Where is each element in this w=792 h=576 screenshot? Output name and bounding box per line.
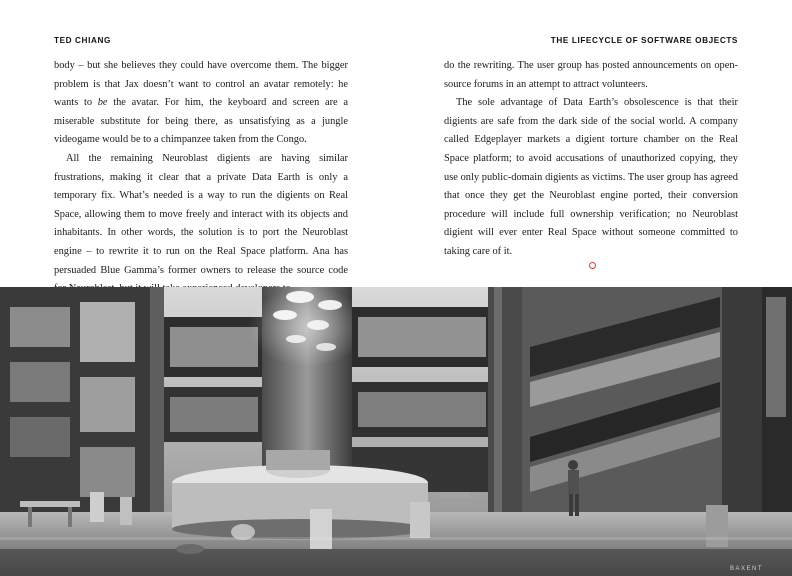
right-text-column bbox=[444, 57, 738, 262]
right-paragraph-2: The sole advantage of Data Earth’s obsolescence is that their digients are safe from the dark side of the social world. A company called Edgeplayer markets a digient torture chamber on the Real Space platform; to avoid accusations of unauthorized copying, they use only public-domain digients as victims. The user group has agreed that once they get the Neuroblast engine ported, their conversion procedure will include full ownership verification; no Neuroblast digient will ever enter Real Space without someone committed to taking care of it. bbox=[444, 97, 738, 257]
interior-illustration bbox=[0, 287, 792, 576]
left-paragraph-2: All the remaining Neuroblast digients are having similar frustrations, making it clear that a private Data Earth is only a temporary fix. What’s needed is a way to run the digients on Real Space, allowing them to move freely and interact with its objects and inhabitants. In other words, the solution is to port the Neuroblast engine – to rewrite it to run on the Real Space platform. Ana has persuaded Blue Gamma’s former owners to release the source code bbox=[54, 152, 348, 276]
running-head-author: TED CHIANG bbox=[54, 36, 111, 45]
left-paragraph-1-text-b: the avatar. For him, the keyboard and screen are a miserable substitute for being there, as unsatisfying as a jungle videogame would be to a chimpanzee taken from the Congo. bbox=[54, 97, 348, 146]
right-paragraph-1: do the rewriting. The user group has posted announcements on open-source forums in an attempt to attract volunteers. bbox=[444, 60, 738, 90]
section-break-ornament bbox=[589, 262, 596, 269]
left-text-column bbox=[54, 57, 348, 299]
illustration-svg bbox=[0, 287, 792, 576]
left-paragraph-1-text-a: body – but she believes they could have overcome them. The bigger problem is that Jax doesn’t want to control an avatar remotely: he wants to bbox=[54, 60, 348, 109]
left-paragraph-1 bbox=[54, 57, 348, 150]
artist-signature: BAXENT bbox=[730, 566, 764, 572]
emphasis-be: be bbox=[97, 97, 108, 109]
running-head-title: THE LIFECYCLE OF SOFTWARE OBJECTS bbox=[550, 36, 738, 45]
